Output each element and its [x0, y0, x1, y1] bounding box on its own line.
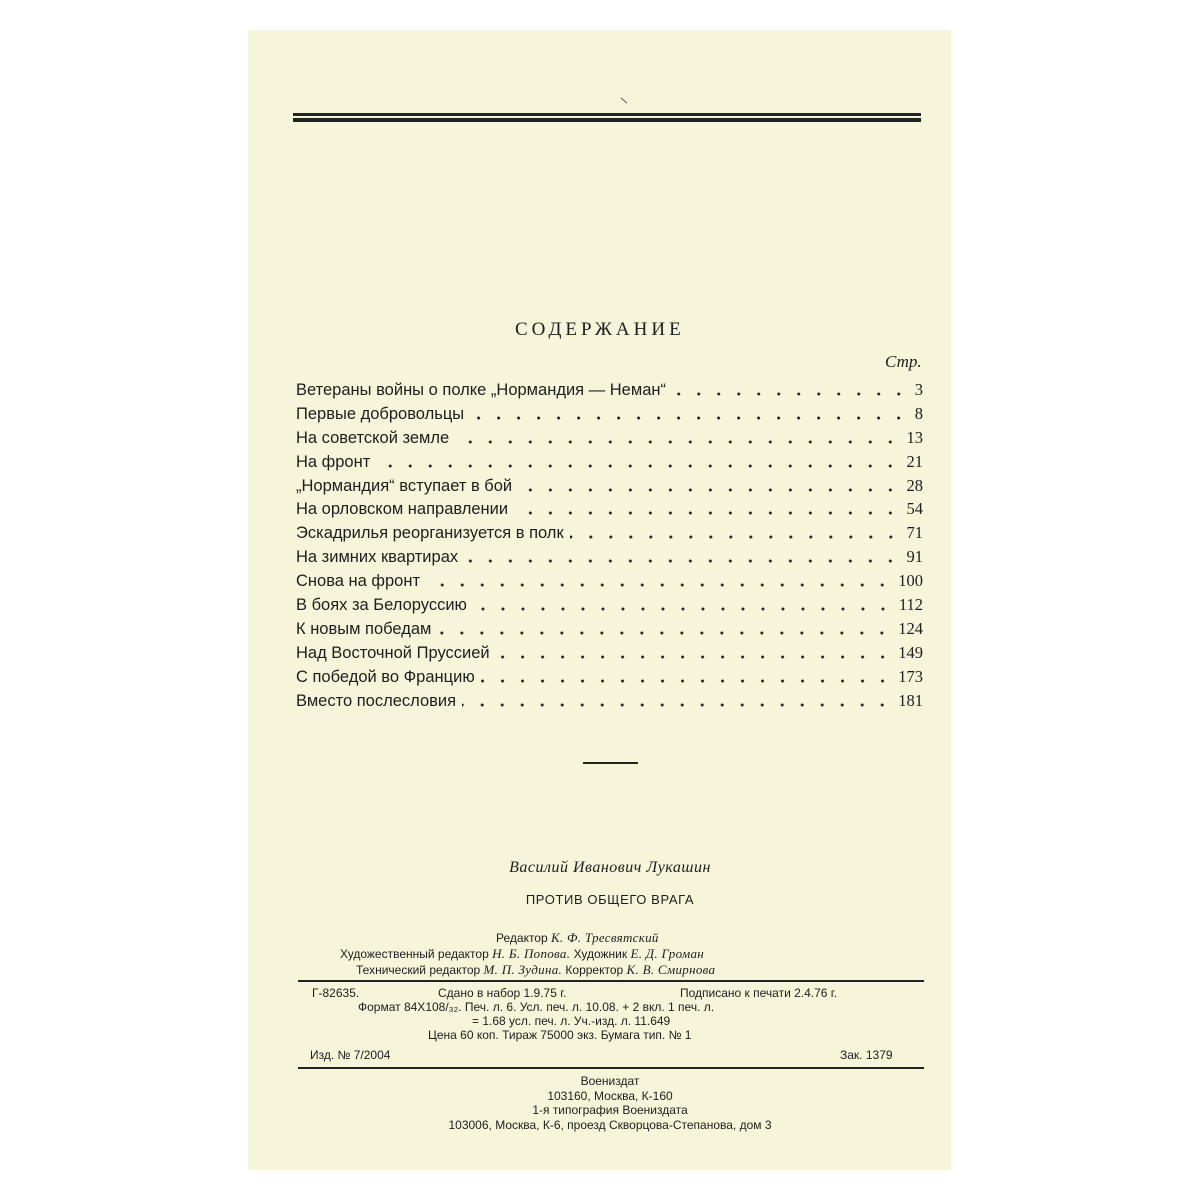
toc-entry: [296, 641, 923, 665]
toc-entry-title: На советской земле: [296, 428, 450, 447]
toc-entry-title: К новым победам: [296, 619, 432, 638]
toc-entry: [296, 402, 923, 426]
toc-entry-page: 173: [898, 666, 923, 686]
imprint: [310, 986, 910, 1062]
imprint-edition: Изд. № 7/2004: [310, 1048, 391, 1062]
dot-leader: [518, 488, 900, 492]
book-title: ПРОТИВ ОБЩЕГО ВРАГА: [525, 892, 695, 907]
toc-entry: [296, 378, 923, 402]
toc-entry-page: 100: [898, 571, 923, 591]
dot-leader: [481, 679, 893, 683]
toc-entry-page: 54: [906, 499, 923, 519]
toc-title: СОДЕРЖАНИЕ: [515, 319, 685, 340]
toc-entry-page: 181: [898, 690, 923, 710]
toc-entry-page: 13: [906, 427, 923, 447]
toc-entry-title: На зимних квартирах: [296, 548, 459, 567]
dot-leader: [514, 511, 900, 515]
toc-entry-title: Эскадрилья реорганизуется в полк: [296, 524, 564, 543]
toc-entry-page: 28: [906, 475, 923, 495]
publisher-name: Воениздат: [580, 1074, 640, 1088]
toc-entry: [296, 545, 923, 569]
dot-leader: [672, 392, 909, 396]
publisher-block: [0, 1074, 1200, 1132]
tech-editor-name: М. П. Зудина.: [483, 962, 563, 977]
credits: [338, 930, 898, 978]
dot-leader: [426, 583, 892, 587]
printer-name: 1-я типография Воениздата: [532, 1103, 688, 1117]
toc-entry-page: 21: [906, 451, 923, 471]
toc-entry-title: Вместо послесловия: [296, 691, 457, 710]
toc-entry: [296, 617, 923, 641]
credits-line-art: Художественный редактор Н. Б. Попова. Художник Е. Д. Громан: [340, 946, 705, 961]
dot-leader: [464, 559, 900, 563]
publisher-address: 103160, Москва, К-160: [547, 1088, 673, 1103]
author-name: Василий Иванович Лукашин: [509, 859, 711, 876]
dot-leader: [437, 631, 892, 635]
dot-leader: [473, 607, 893, 611]
toc-entry-page: 112: [898, 595, 923, 615]
dot-leader: [455, 440, 900, 444]
dot-leader: [570, 535, 901, 539]
editor-name: К. Ф. Тресвятский: [551, 930, 659, 945]
toc-entry-title: С победой во Францию: [296, 667, 475, 686]
toc-entry-title: Снова на фронт: [296, 572, 421, 591]
imprint-top-rule: [298, 980, 924, 982]
art-editor-name: Н. Б. Попова.: [492, 946, 571, 961]
toc-entry-title: Над Восточной Пруссией: [296, 643, 490, 662]
imprint-sheets: = 1.68 усл. печ. л. Уч.-изд. л. 11.649: [472, 1014, 671, 1028]
imprint-code: Г-82635.: [312, 986, 360, 1000]
toc-entry-title: Первые добровольцы: [296, 404, 465, 423]
toc-entry-title: На орловском направлении: [296, 500, 509, 519]
toc-entry: [296, 689, 923, 713]
imprint-typeset: Сдано в набор 1.9.75 г.: [438, 986, 567, 1000]
imprint-bottom-rule: [298, 1067, 924, 1069]
toc-entry: [296, 569, 923, 593]
toc-entry-page: 91: [906, 547, 923, 567]
toc-entry: [296, 474, 923, 498]
toc-entry-title: Ветераны войны о полке „Нормандия — Неман“: [296, 381, 666, 399]
printer-address: 103006, Москва, К-6, проезд Скворцова-Степанова, дом 3: [448, 1117, 772, 1132]
toc-entry-page: 149: [898, 642, 923, 662]
toc-entry: [296, 450, 923, 474]
toc-entry: [296, 665, 923, 689]
toc-entry: [296, 497, 923, 521]
corrector-name: К. В. Смирнова: [626, 962, 716, 977]
toc-entry-page: 3: [914, 380, 923, 399]
toc-entry-page: 124: [898, 618, 923, 638]
toc-entry-page: 71: [906, 523, 923, 543]
dot-leader: [376, 464, 900, 468]
imprint-signed: Подписано к печати 2.4.76 г.: [680, 986, 838, 1000]
toc-list: [296, 378, 923, 712]
dot-leader: [496, 655, 893, 659]
toc-entry-page: 8: [914, 403, 923, 423]
top-double-rule: [293, 113, 921, 122]
credits-line-tech: Технический редактор М. П. Зудина. Корректор К. В. Смирнова: [356, 962, 716, 977]
section-divider: [583, 762, 638, 764]
toc-entry: [296, 426, 923, 450]
imprint-order: Зак. 1379: [840, 1048, 893, 1062]
imprint-format: Формат 84X108/₃₂. Печ. л. 6. Усл. печ. л. 10.08. + 2 вкл. 1 печ. л.: [358, 1000, 715, 1014]
dot-leader: [470, 416, 909, 420]
toc-entry-title: В боях за Белоруссию: [296, 596, 467, 615]
toc-entry-title: На фронт: [296, 452, 371, 471]
toc-entry: [296, 521, 923, 545]
artist-name: Е. Д. Громан: [630, 946, 705, 961]
imprint-price: Цена 60 коп. Тираж 75000 экз. Бумага тип. № 1: [428, 1028, 692, 1042]
toc-entry-title: „Нормандия“ вступает в бой: [296, 476, 513, 495]
dot-leader: [462, 703, 892, 707]
page-column-label: Стр.: [885, 352, 922, 371]
toc-entry: [296, 593, 923, 617]
credits-line-editor: Редактор К. Ф. Тресвятский: [496, 930, 659, 945]
